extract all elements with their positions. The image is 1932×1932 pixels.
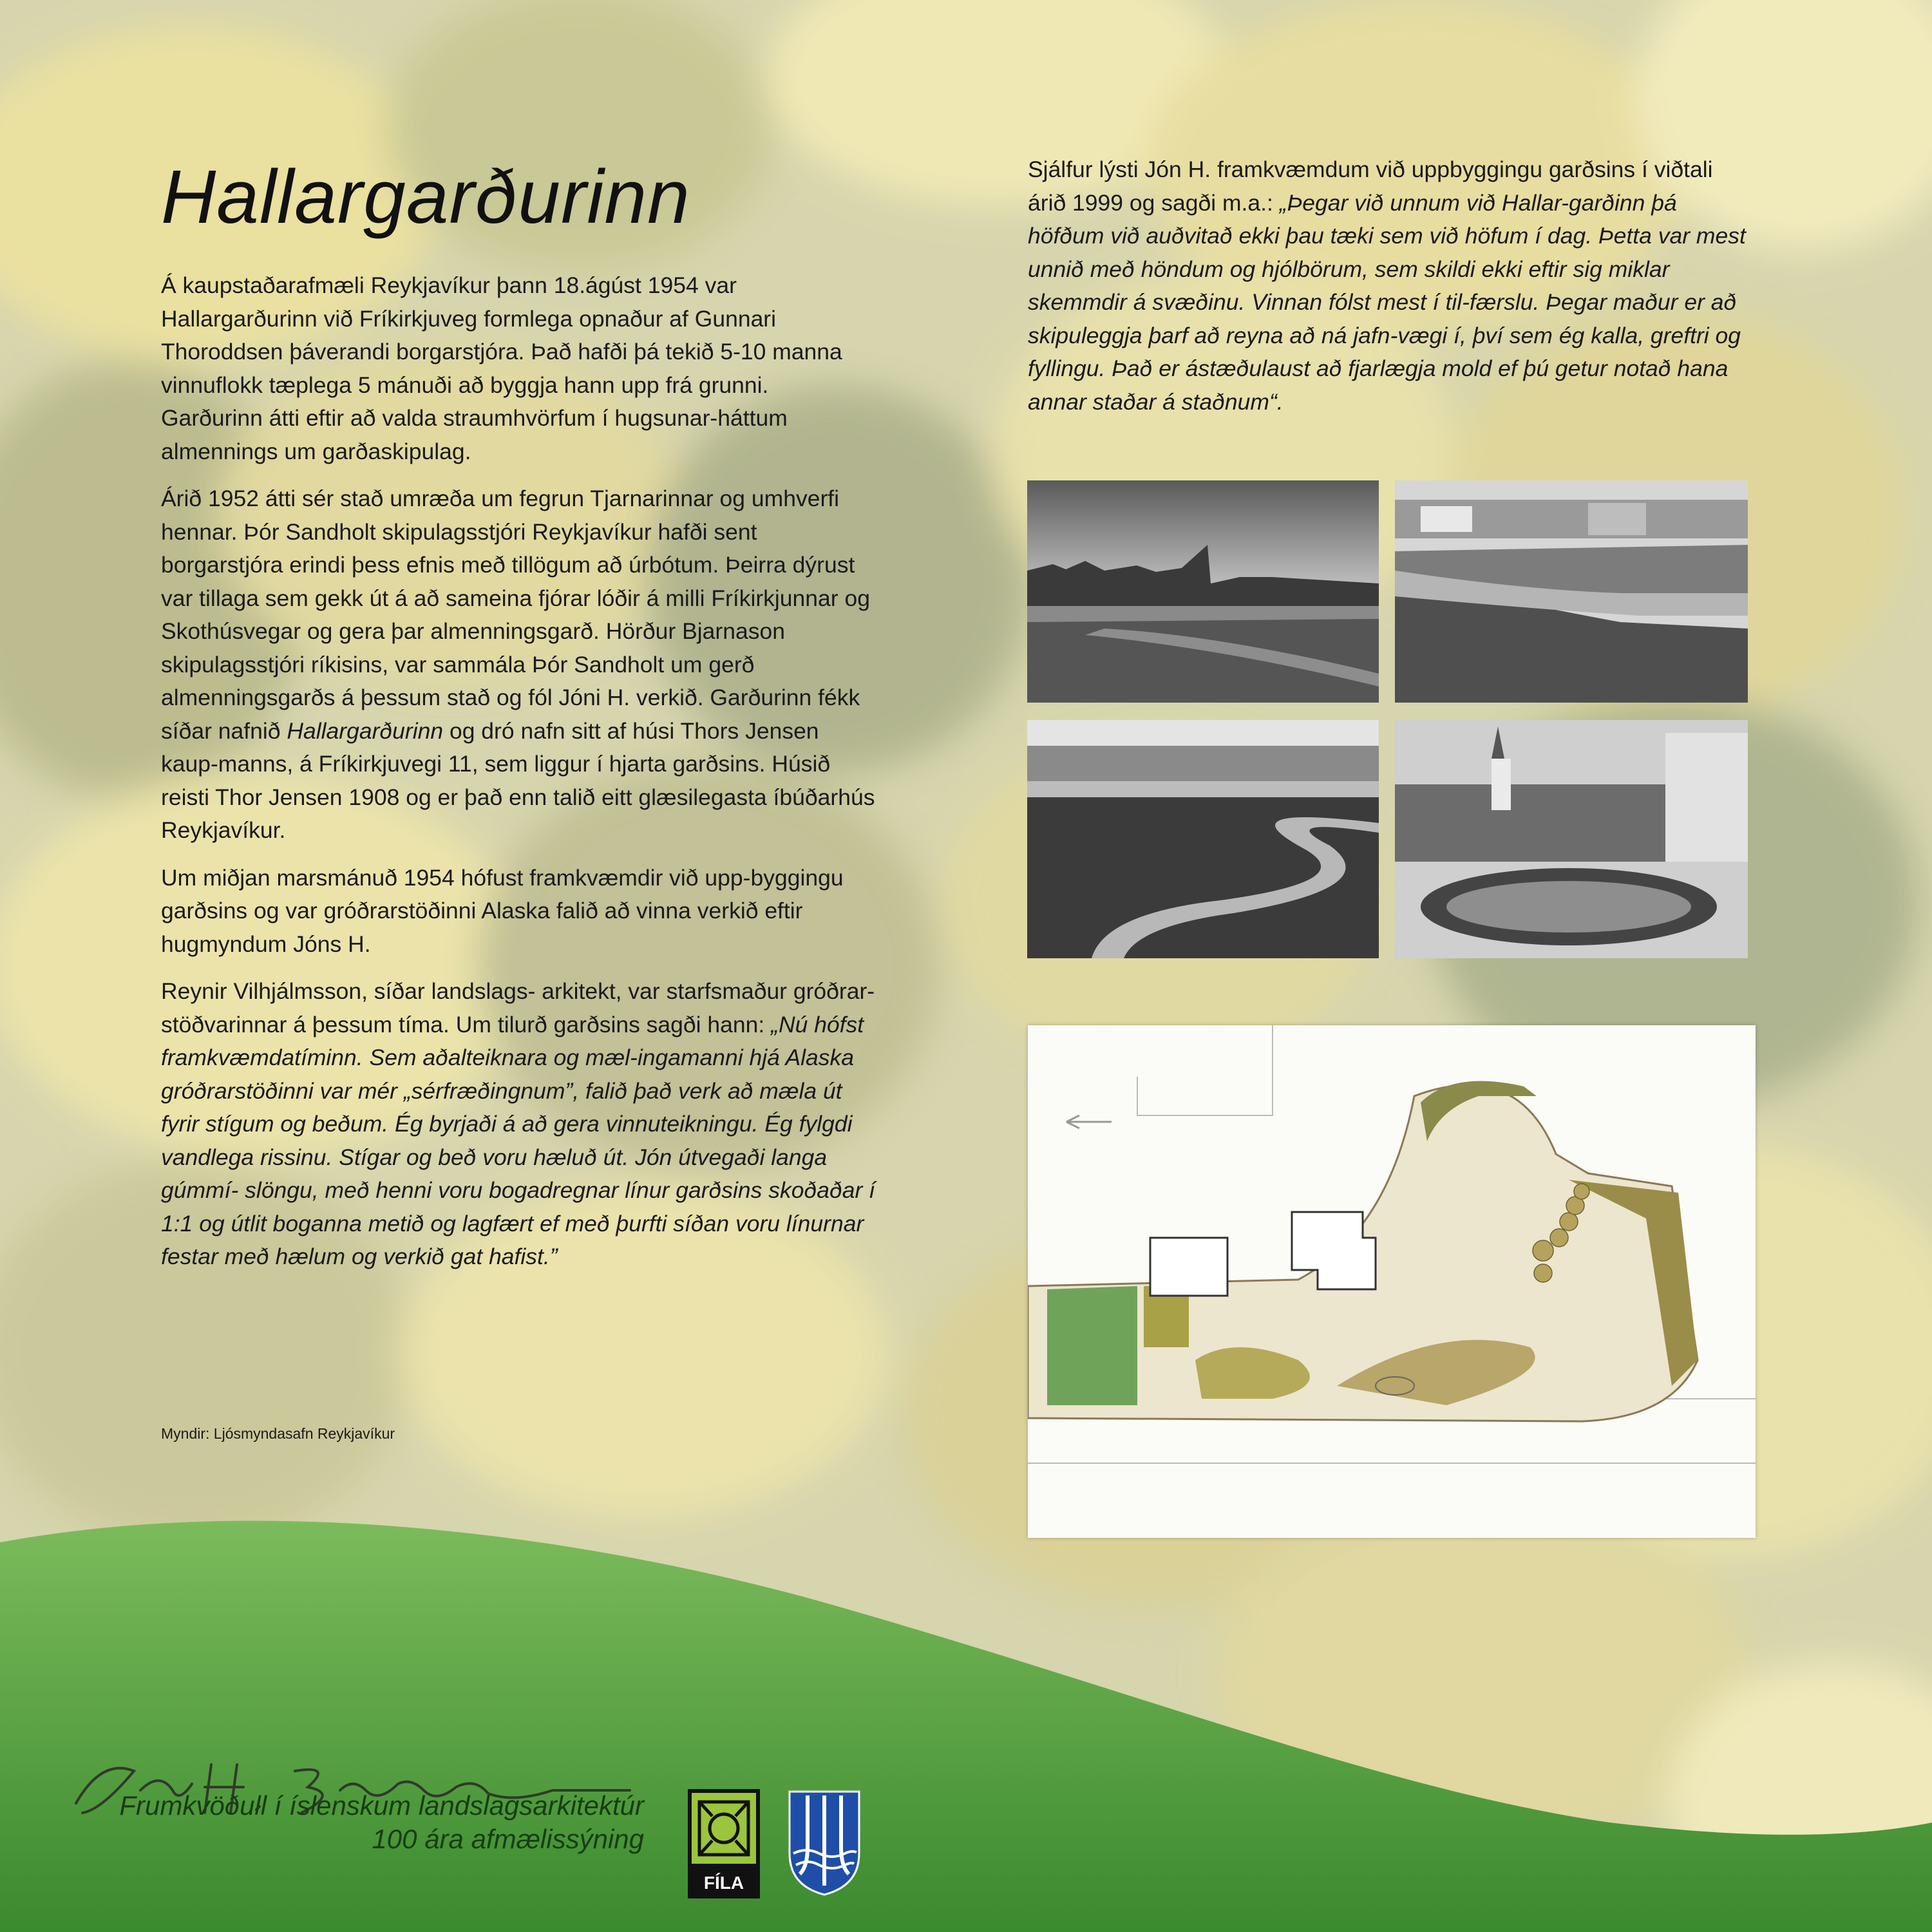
paragraph-4 <box>161 975 876 1274</box>
paragraph-2-a: Árið 1952 átti sér stað umræða um fegrun Tjarnarinnar og umhverfi hennar. Þór Sandholt skipulagsstjóri Reykjavíkur hafði sent borgarstjóra erindi þess efnis með tillögum að úrbótum. Þeirra dýrust var tillaga sem gekk út á að sameina fjórar lóðir á milli Fríkirkjunnar og Skothúsvegar og gera þar almenningsgarð. Hörður Bjarnason skipulagsstjóri ríkisins, var sammála Þór Sandholt um gerð almenningsgarðs á þessum stað og fól Jóni H. verkið. Garðurinn fékk síðar nafnið <box>161 486 870 744</box>
paragraph-4-a: Reynir Vilhjálmsson, síðar landslags- arkitekt, var starfsmaður gróðrar- stöðvarinnar á þessum tíma. Um tilurð garðsins sagði hann: <box>161 978 875 1037</box>
paragraph-1: Á kaupstaðarafmæli Reykjavíkur þann 18.ágúst 1954 var Hallargarðurinn við Fríkirkjuveg formlega opnaður af Gunnari Thoroddsen þáverandi borgarstjóra. Það hafði þá tekið 5-10 manna vinnuflokk tæplega 5 mánuði að byggja hann upp frá grunni. Garðurinn átti eftir að valda straumhvörfum í hugsunar-háttum almennings um garðaskipulag. <box>161 272 842 464</box>
page-title: Hallargarðurinn <box>161 155 690 240</box>
paragraph-2-park-name: Hallargarðurinn <box>287 717 444 744</box>
photo-pond <box>1395 480 1748 703</box>
reykjavik-shield-icon <box>787 1789 862 1897</box>
subtitle-line-1: Frumkvöðull í íslenskum landslagsarkitektúr <box>119 1790 644 1821</box>
fila-logo-icon <box>688 1789 760 1899</box>
photo-fountain <box>1395 720 1748 958</box>
site-plan-drawing <box>1028 1025 1756 1538</box>
subtitle-line-2: 100 ára afmælissýning <box>372 1824 644 1854</box>
paragraph-2 <box>161 482 876 848</box>
paragraph-4-quote: „Nú hófst framkvæmdatíminn. Sem aðalteiknara og mæl-ingamanni hjá Alaska gróðrarstöðinni var mér „sérfræðingnum”, falið það verk að mæla út fyrir stígum og beðum. Ég byrjaði á að gera vinnuteikningu. Ég fylgdi vandlega rissinu. Stígar og beð voru hæluð út. Jón útvegaði langa gúmmí- slöngu, með henni voru bogadregnar línur garðsins skoðaðar í 1:1 og útlit boganna metið og lagfært ef með þurfti síðan voru línurnar festar með hælum og verkið gat hafist.” <box>161 1011 876 1269</box>
photo-curved-path <box>1027 720 1379 958</box>
photo-credit: Myndir: Ljósmyndasafn Reykjavíkur <box>161 1425 395 1442</box>
left-text-column <box>161 269 876 1288</box>
interview-quote: „Þegar við unnum við Hallar-garðinn þá höfðum við auðvitað ekki þau tæki sem við höfum í dag. Þetta var mest unnið með höndum og hjólbörum, sem skildi ekki eftir sig miklar skemmdir á svæðinu. Vinnan fólst mest í til-færslu. Þegar maður er að skipuleggja þarf að reyna að ná jafn-vægi í, því sem ég kalla, greftri og fyllingu. Það er ástæðulaust að fjarlægja mold ef þú getur notað hana annar staðar á staðnum“. <box>1028 189 1746 415</box>
photo-lake-view <box>1027 480 1379 703</box>
paragraph-2-c: og dró nafn sitt af húsi Thors Jensen kaup-manns, á Fríkirkjuvegi 11, sem liggur í hjarta garðsins. Húsið reisti Thor Jensen 1908 og er það enn talið eitt glæsilegasta íbúðarhús Reykjavíkur. <box>161 717 875 843</box>
fila-label: FÍLA <box>703 1873 744 1893</box>
interview-paragraph <box>1028 153 1749 419</box>
paragraph-3: Um miðjan marsmánuð 1954 hófust framkvæmdir við upp-byggingu garðsins og var gróðrarstöðinni Alaska falið að vinna verkið eftir hugmyndum Jóns H. <box>161 864 844 957</box>
interview-intro: Sjálfur lýsti Jón H. framkvæmdum við uppbyggingu garðsins í viðtali árið 1999 og sagði m.a.: <box>1028 156 1713 216</box>
right-text-column <box>1028 153 1749 433</box>
